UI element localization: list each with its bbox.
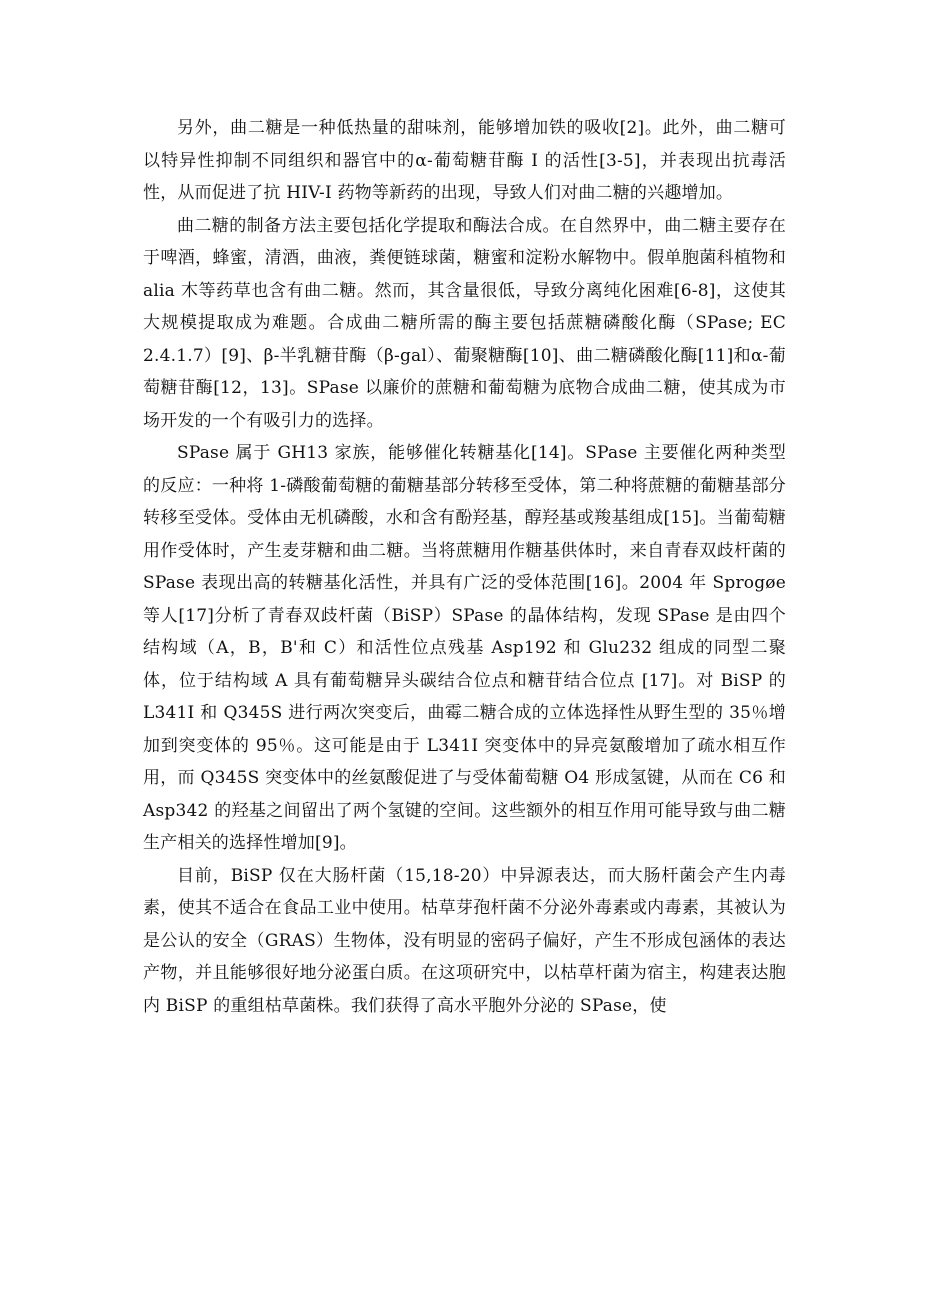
paragraph-expression-host: 目前，BiSP 仅在大肠杆菌（15,18-20）中异源表达，而大肠杆菌会产生内毒素，使其不适合在食品工业中使用。枯草芽孢杆菌不分泌外毒素或内毒素，其被认为是公认的安全（GRAS）生物体，没有明显的密码子偏好，产生不形成包涵体的表达产物，并且能够很好地分泌蛋白质。在这项研究中，以枯草杆菌为宿主，构建表达胞内 BiSP 的重组枯草菌株。我们获得了高水平胞外分泌的 SPase，使 xyxy=(143,865,786,1016)
paragraph-trehalose-intro: 另外，曲二糖是一种低热量的甜味剂，能够增加铁的吸收[2]。此外，曲二糖可以特异性抑制不同组织和器官中的α-葡萄糖苷酶 I 的活性[3-5]，并表现出抗毒活性，从而促进了抗 HIV-I 药物等新药的出现，导致人们对曲二糖的兴趣增加。 xyxy=(143,118,786,203)
paragraph-preparation-methods: 曲二糖的制备方法主要包括化学提取和酶法合成。在自然界中，曲二糖主要存在于啤酒，蜂蜜，清酒，曲液，粪便链球菌，糖蜜和淀粉水解物中。假单胞菌科植物和alia 木等药草也含有曲二糖。然而，其含量很低，导致分离纯化困难[6-8]，这使其大规模提取成为难题。合成曲二糖所需的酶主要包括蔗糖磷酸化酶（SPase; EC 2.4.1.7）[9]、β-半乳糖苷酶（β-gal）、葡聚糖酶[10]、曲二糖磷酸化酶[11]和α-葡萄糖苷酶[12，13]。SPase 以廉价的蔗糖和葡萄糖为底物合成曲二糖，使其成为市场开发的一个有吸引力的选择。 xyxy=(143,215,786,431)
paragraph-spase-structure: SPase 属于 GH13 家族，能够催化转糖基化[14]。SPase 主要催化两种类型的反应：一种将 1-磷酸葡萄糖的葡糖基部分转移至受体，第二种将蔗糖的葡糖基部分转移至受体。受体由无机磷酸，水和含有酚羟基，醇羟基或羧基组成[15]。当葡萄糖用作受体时，产生麦芽糖和曲二糖。当将蔗糖用作糖基供体时，来自青春双歧杆菌的 SPase 表现出高的转糖基化活性，并具有广泛的受体范围[16]。2004 年 Sprogøe 等人[17]分析了青春双歧杆菌（BiSP）SPase 的晶体结构，发现 SPase 是由四个结构域（A，B，B'和 C）和活性位点残基 Asp192 和 Glu232 组成的同型二聚体，位于结构域 A 具有葡萄糖异头碳结合位点和糖苷结合位点 [17]。对 BiSP 的 L341I 和 Q345S 进行两次突变后，曲霉二糖合成的立体选择性从野生型的 35％增加到突变体的 95％。这可能是由于 L341I 突变体中的异亮氨酸增加了疏水相互作用，而 Q345S 突变体中的丝氨酸促进了与受体葡萄糖 O4 形成氢键，从而在 C6 和 Asp342 的羟基之间留出了两个氢键的空间。这些额外的相互作用可能导致与曲二糖生产相关的选择性增加[9]。 xyxy=(143,443,786,853)
document-body xyxy=(143,112,786,1022)
